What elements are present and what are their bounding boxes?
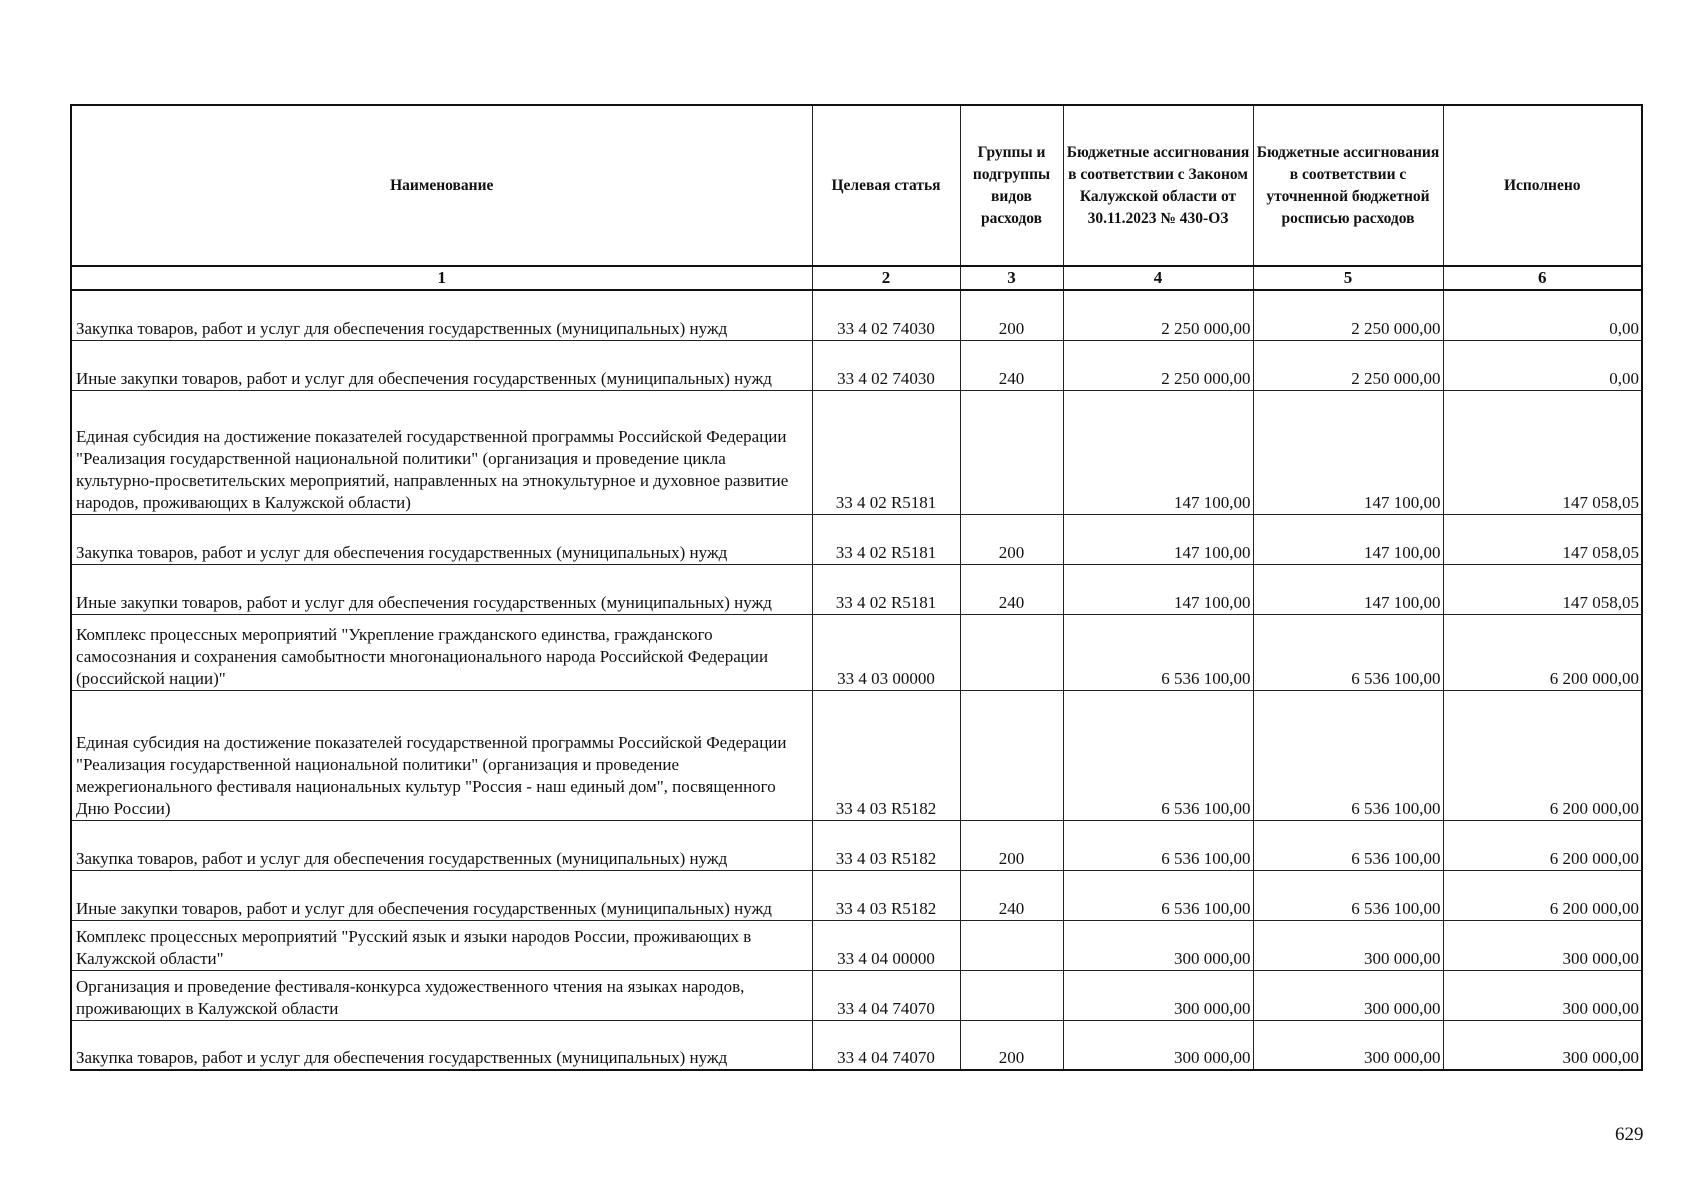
row-target-article: 33 4 02 R5181 [812,390,960,514]
row-law-amount: 6 536 100,00 [1063,870,1253,920]
column-number: 6 [1443,266,1642,290]
row-refined-amount: 6 536 100,00 [1253,614,1443,690]
row-executed-amount: 147 058,05 [1443,390,1642,514]
row-executed-amount: 6 200 000,00 [1443,870,1642,920]
row-name: Закупка товаров, работ и услуг для обеспечения государственных (муниципальных) нужд [71,1020,812,1070]
row-law-amount: 2 250 000,00 [1063,290,1253,340]
row-name: Иные закупки товаров, работ и услуг для обеспечения государственных (муниципальных) нужд [71,564,812,614]
row-refined-amount: 6 536 100,00 [1253,690,1443,820]
row-law-amount: 147 100,00 [1063,390,1253,514]
header-executed: Исполнено [1443,105,1642,266]
header-name: Наименование [71,105,812,266]
row-refined-amount: 300 000,00 [1253,1020,1443,1070]
row-target-article: 33 4 03 R5182 [812,820,960,870]
row-expense-group: 200 [960,290,1063,340]
page-number: 629 [1615,1124,1644,1145]
row-executed-amount: 147 058,05 [1443,564,1642,614]
row-expense-group: 200 [960,820,1063,870]
row-law-amount: 6 536 100,00 [1063,820,1253,870]
row-law-amount: 300 000,00 [1063,920,1253,970]
header-target-article: Целевая статья [812,105,960,266]
row-expense-group [960,614,1063,690]
table-row [71,1020,1642,1070]
table-row [71,564,1642,614]
row-name: Закупка товаров, работ и услуг для обеспечения государственных (муниципальных) нужд [71,514,812,564]
row-executed-amount: 300 000,00 [1443,970,1642,1020]
row-name: Единая субсидия на достижение показателей государственной программы Российской Федерации "Реализация государственной национальной политики" (организация и проведение межрегионального фестиваля национальных культур "Россия - наш единый дом", посвященного Дню России) [71,690,812,820]
header-refined-allocations: Бюджетные ассигнования в соответствии с уточненной бюджетной росписью расходов [1253,105,1443,266]
row-refined-amount: 147 100,00 [1253,514,1443,564]
row-executed-amount: 0,00 [1443,340,1642,390]
row-law-amount: 300 000,00 [1063,1020,1253,1070]
row-executed-amount: 300 000,00 [1443,920,1642,970]
row-expense-group: 240 [960,870,1063,920]
row-refined-amount: 6 536 100,00 [1253,870,1443,920]
row-refined-amount: 147 100,00 [1253,564,1443,614]
row-target-article: 33 4 04 74070 [812,1020,960,1070]
row-expense-group [960,920,1063,970]
row-refined-amount: 300 000,00 [1253,970,1443,1020]
row-law-amount: 6 536 100,00 [1063,614,1253,690]
table-row [71,290,1642,340]
row-target-article: 33 4 03 00000 [812,614,960,690]
table-row [71,820,1642,870]
table-row [71,690,1642,820]
header-expense-groups: Группы и подгруппы видов расходов [960,105,1063,266]
row-target-article: 33 4 04 00000 [812,920,960,970]
row-expense-group [960,390,1063,514]
table-row [71,870,1642,920]
row-target-article: 33 4 02 R5181 [812,514,960,564]
row-name: Иные закупки товаров, работ и услуг для обеспечения государственных (муниципальных) нужд [71,870,812,920]
column-number: 2 [812,266,960,290]
table-row [71,514,1642,564]
row-executed-amount: 147 058,05 [1443,514,1642,564]
row-refined-amount: 6 536 100,00 [1253,820,1443,870]
row-target-article: 33 4 02 R5181 [812,564,960,614]
row-name: Комплекс процессных мероприятий "Русский язык и языки народов России, проживающих в Калужской области" [71,920,812,970]
column-number: 3 [960,266,1063,290]
row-target-article: 33 4 02 74030 [812,290,960,340]
table-row [71,970,1642,1020]
table-row [71,614,1642,690]
row-executed-amount: 6 200 000,00 [1443,690,1642,820]
row-executed-amount: 6 200 000,00 [1443,820,1642,870]
row-law-amount: 300 000,00 [1063,970,1253,1020]
column-numbers-row [71,266,1642,290]
row-name: Закупка товаров, работ и услуг для обеспечения государственных (муниципальных) нужд [71,820,812,870]
row-executed-amount: 6 200 000,00 [1443,614,1642,690]
row-law-amount: 6 536 100,00 [1063,690,1253,820]
row-law-amount: 147 100,00 [1063,564,1253,614]
row-expense-group: 240 [960,340,1063,390]
column-number: 1 [71,266,812,290]
row-expense-group: 200 [960,514,1063,564]
row-refined-amount: 147 100,00 [1253,390,1443,514]
row-target-article: 33 4 04 74070 [812,970,960,1020]
row-expense-group [960,690,1063,820]
row-refined-amount: 2 250 000,00 [1253,290,1443,340]
column-number: 5 [1253,266,1443,290]
row-name: Комплекс процессных мероприятий "Укрепление гражданского единства, гражданского самосознания и сохранения самобытности многонационального народа Российской Федерации (российской нации)" [71,614,812,690]
table-row [71,920,1642,970]
header-law-allocations: Бюджетные ассигнования в соответствии с Законом Калужской области от 30.11.2023 № 430-ОЗ [1063,105,1253,266]
row-expense-group: 240 [960,564,1063,614]
table-row [71,390,1642,514]
row-name: Закупка товаров, работ и услуг для обеспечения государственных (муниципальных) нужд [71,290,812,340]
row-expense-group: 200 [960,1020,1063,1070]
row-name: Иные закупки товаров, работ и услуг для обеспечения государственных (муниципальных) нужд [71,340,812,390]
row-law-amount: 147 100,00 [1063,514,1253,564]
row-name: Единая субсидия на достижение показателей государственной программы Российской Федерации "Реализация государственной национальной политики" (организация и проведение цикла культурно-просветительских мероприятий, направленных на этнокультурное и духовное развитие народов, проживающих в Калужской области) [71,390,812,514]
row-executed-amount: 0,00 [1443,290,1642,340]
table-row [71,340,1642,390]
row-refined-amount: 2 250 000,00 [1253,340,1443,390]
budget-table [70,104,1643,1071]
row-target-article: 33 4 02 74030 [812,340,960,390]
row-target-article: 33 4 03 R5182 [812,870,960,920]
row-target-article: 33 4 03 R5182 [812,690,960,820]
row-executed-amount: 300 000,00 [1443,1020,1642,1070]
row-refined-amount: 300 000,00 [1253,920,1443,970]
column-number: 4 [1063,266,1253,290]
row-name: Организация и проведение фестиваля-конкурса художественного чтения на языках народов, проживающих в Калужской области [71,970,812,1020]
row-expense-group [960,970,1063,1020]
header-row [71,105,1642,266]
row-law-amount: 2 250 000,00 [1063,340,1253,390]
